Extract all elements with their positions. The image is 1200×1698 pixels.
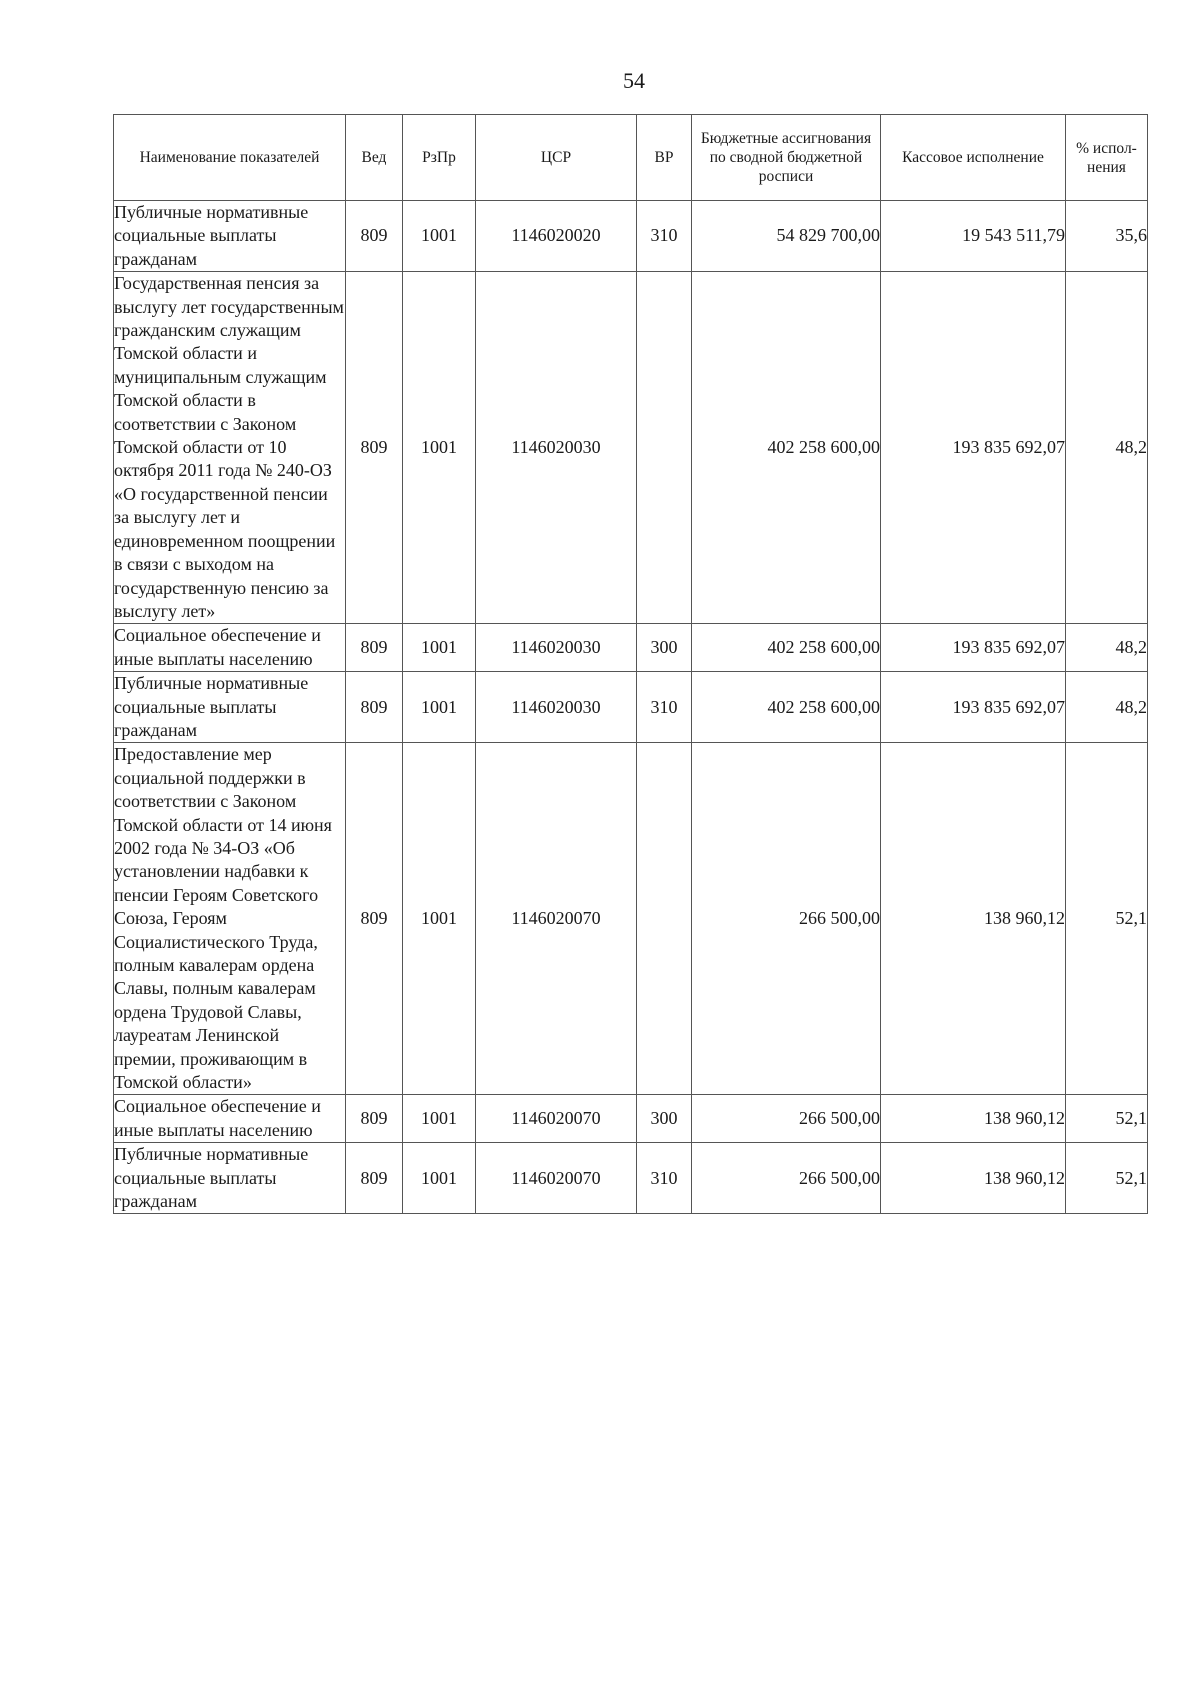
row-vr: 300 [637,624,692,672]
row-vr [637,272,692,624]
row-pct: 52,1 [1066,1143,1148,1214]
header-vr: ВР [637,115,692,201]
table-header-row [114,115,1148,201]
row-ved: 809 [346,672,403,743]
header-name: Наименование показателей [114,115,346,201]
row-name: Предоставление мер социальной поддержки в соответствии с Законом Томской области от 14 июня 2002 года № 34-ОЗ «Об установлении надбавки к пенсии Героям Советского Союза, Героям Социалистического Труда, полным кавалерам ордена Славы, полным кавалерам ордена Трудовой Славы, лауреатам Ленинской премии, проживающим в Томской области» [114,743,346,1095]
row-cash: 138 960,12 [881,1095,1066,1143]
row-rzpr: 1001 [403,1143,476,1214]
row-csr: 1146020020 [476,201,637,272]
table-row [114,743,1148,1095]
row-name: Социальное обеспечение и иные выплаты населению [114,1095,346,1143]
row-cash: 193 835 692,07 [881,272,1066,624]
row-budget: 402 258 600,00 [692,624,881,672]
header-pct: % испол-нения [1066,115,1148,201]
row-pct: 48,2 [1066,672,1148,743]
row-csr: 1146020030 [476,624,637,672]
row-budget: 266 500,00 [692,743,881,1095]
header-rzpr: РзПр [403,115,476,201]
row-pct: 35,6 [1066,201,1148,272]
row-name: Публичные нормативные социальные выплаты гражданам [114,1143,346,1214]
row-pct: 48,2 [1066,624,1148,672]
row-pct: 48,2 [1066,272,1148,624]
row-ved: 809 [346,743,403,1095]
row-pct: 52,1 [1066,1095,1148,1143]
row-budget: 402 258 600,00 [692,672,881,743]
row-cash: 138 960,12 [881,1143,1066,1214]
row-ved: 809 [346,201,403,272]
row-ved: 809 [346,1143,403,1214]
row-cash: 19 543 511,79 [881,201,1066,272]
row-cash: 138 960,12 [881,743,1066,1095]
row-rzpr: 1001 [403,672,476,743]
header-cash: Кассовое исполнение [881,115,1066,201]
row-name: Публичные нормативные социальные выплаты гражданам [114,201,346,272]
page-number: 54 [623,68,645,93]
header-csr: ЦСР [476,115,637,201]
row-csr: 1146020030 [476,672,637,743]
row-csr: 1146020030 [476,272,637,624]
row-csr: 1146020070 [476,1143,637,1214]
row-name: Публичные нормативные социальные выплаты гражданам [114,672,346,743]
budget-table [113,114,1148,1214]
row-rzpr: 1001 [403,1095,476,1143]
row-vr: 310 [637,1143,692,1214]
row-vr: 310 [637,672,692,743]
row-rzpr: 1001 [403,201,476,272]
table-row [114,624,1148,672]
row-cash: 193 835 692,07 [881,672,1066,743]
row-rzpr: 1001 [403,272,476,624]
table-row [114,672,1148,743]
row-name: Государственная пенсия за выслугу лет государственным гражданским служащим Томской области и муниципальным служащим Томской области в соответствии с Законом Томской области от 10 октября 2011 года № 240-ОЗ «О государственной пенсии за выслугу лет и единовременном поощрении в связи с выходом на государственную пенсию за выслугу лет» [114,272,346,624]
row-vr [637,743,692,1095]
row-budget: 402 258 600,00 [692,272,881,624]
row-ved: 809 [346,624,403,672]
row-name: Социальное обеспечение и иные выплаты населению [114,624,346,672]
row-cash: 193 835 692,07 [881,624,1066,672]
row-ved: 809 [346,1095,403,1143]
row-csr: 1146020070 [476,1095,637,1143]
row-pct: 52,1 [1066,743,1148,1095]
table-row [114,201,1148,272]
table-row [114,1095,1148,1143]
row-vr: 300 [637,1095,692,1143]
row-vr: 310 [637,201,692,272]
table-row [114,272,1148,624]
row-csr: 1146020070 [476,743,637,1095]
header-ved: Вед [346,115,403,201]
row-rzpr: 1001 [403,624,476,672]
row-budget: 266 500,00 [692,1095,881,1143]
header-budget: Бюджетные ассигнования по сводной бюджетной росписи [692,115,881,201]
row-rzpr: 1001 [403,743,476,1095]
table-row [114,1143,1148,1214]
row-ved: 809 [346,272,403,624]
row-budget: 54 829 700,00 [692,201,881,272]
row-budget: 266 500,00 [692,1143,881,1214]
